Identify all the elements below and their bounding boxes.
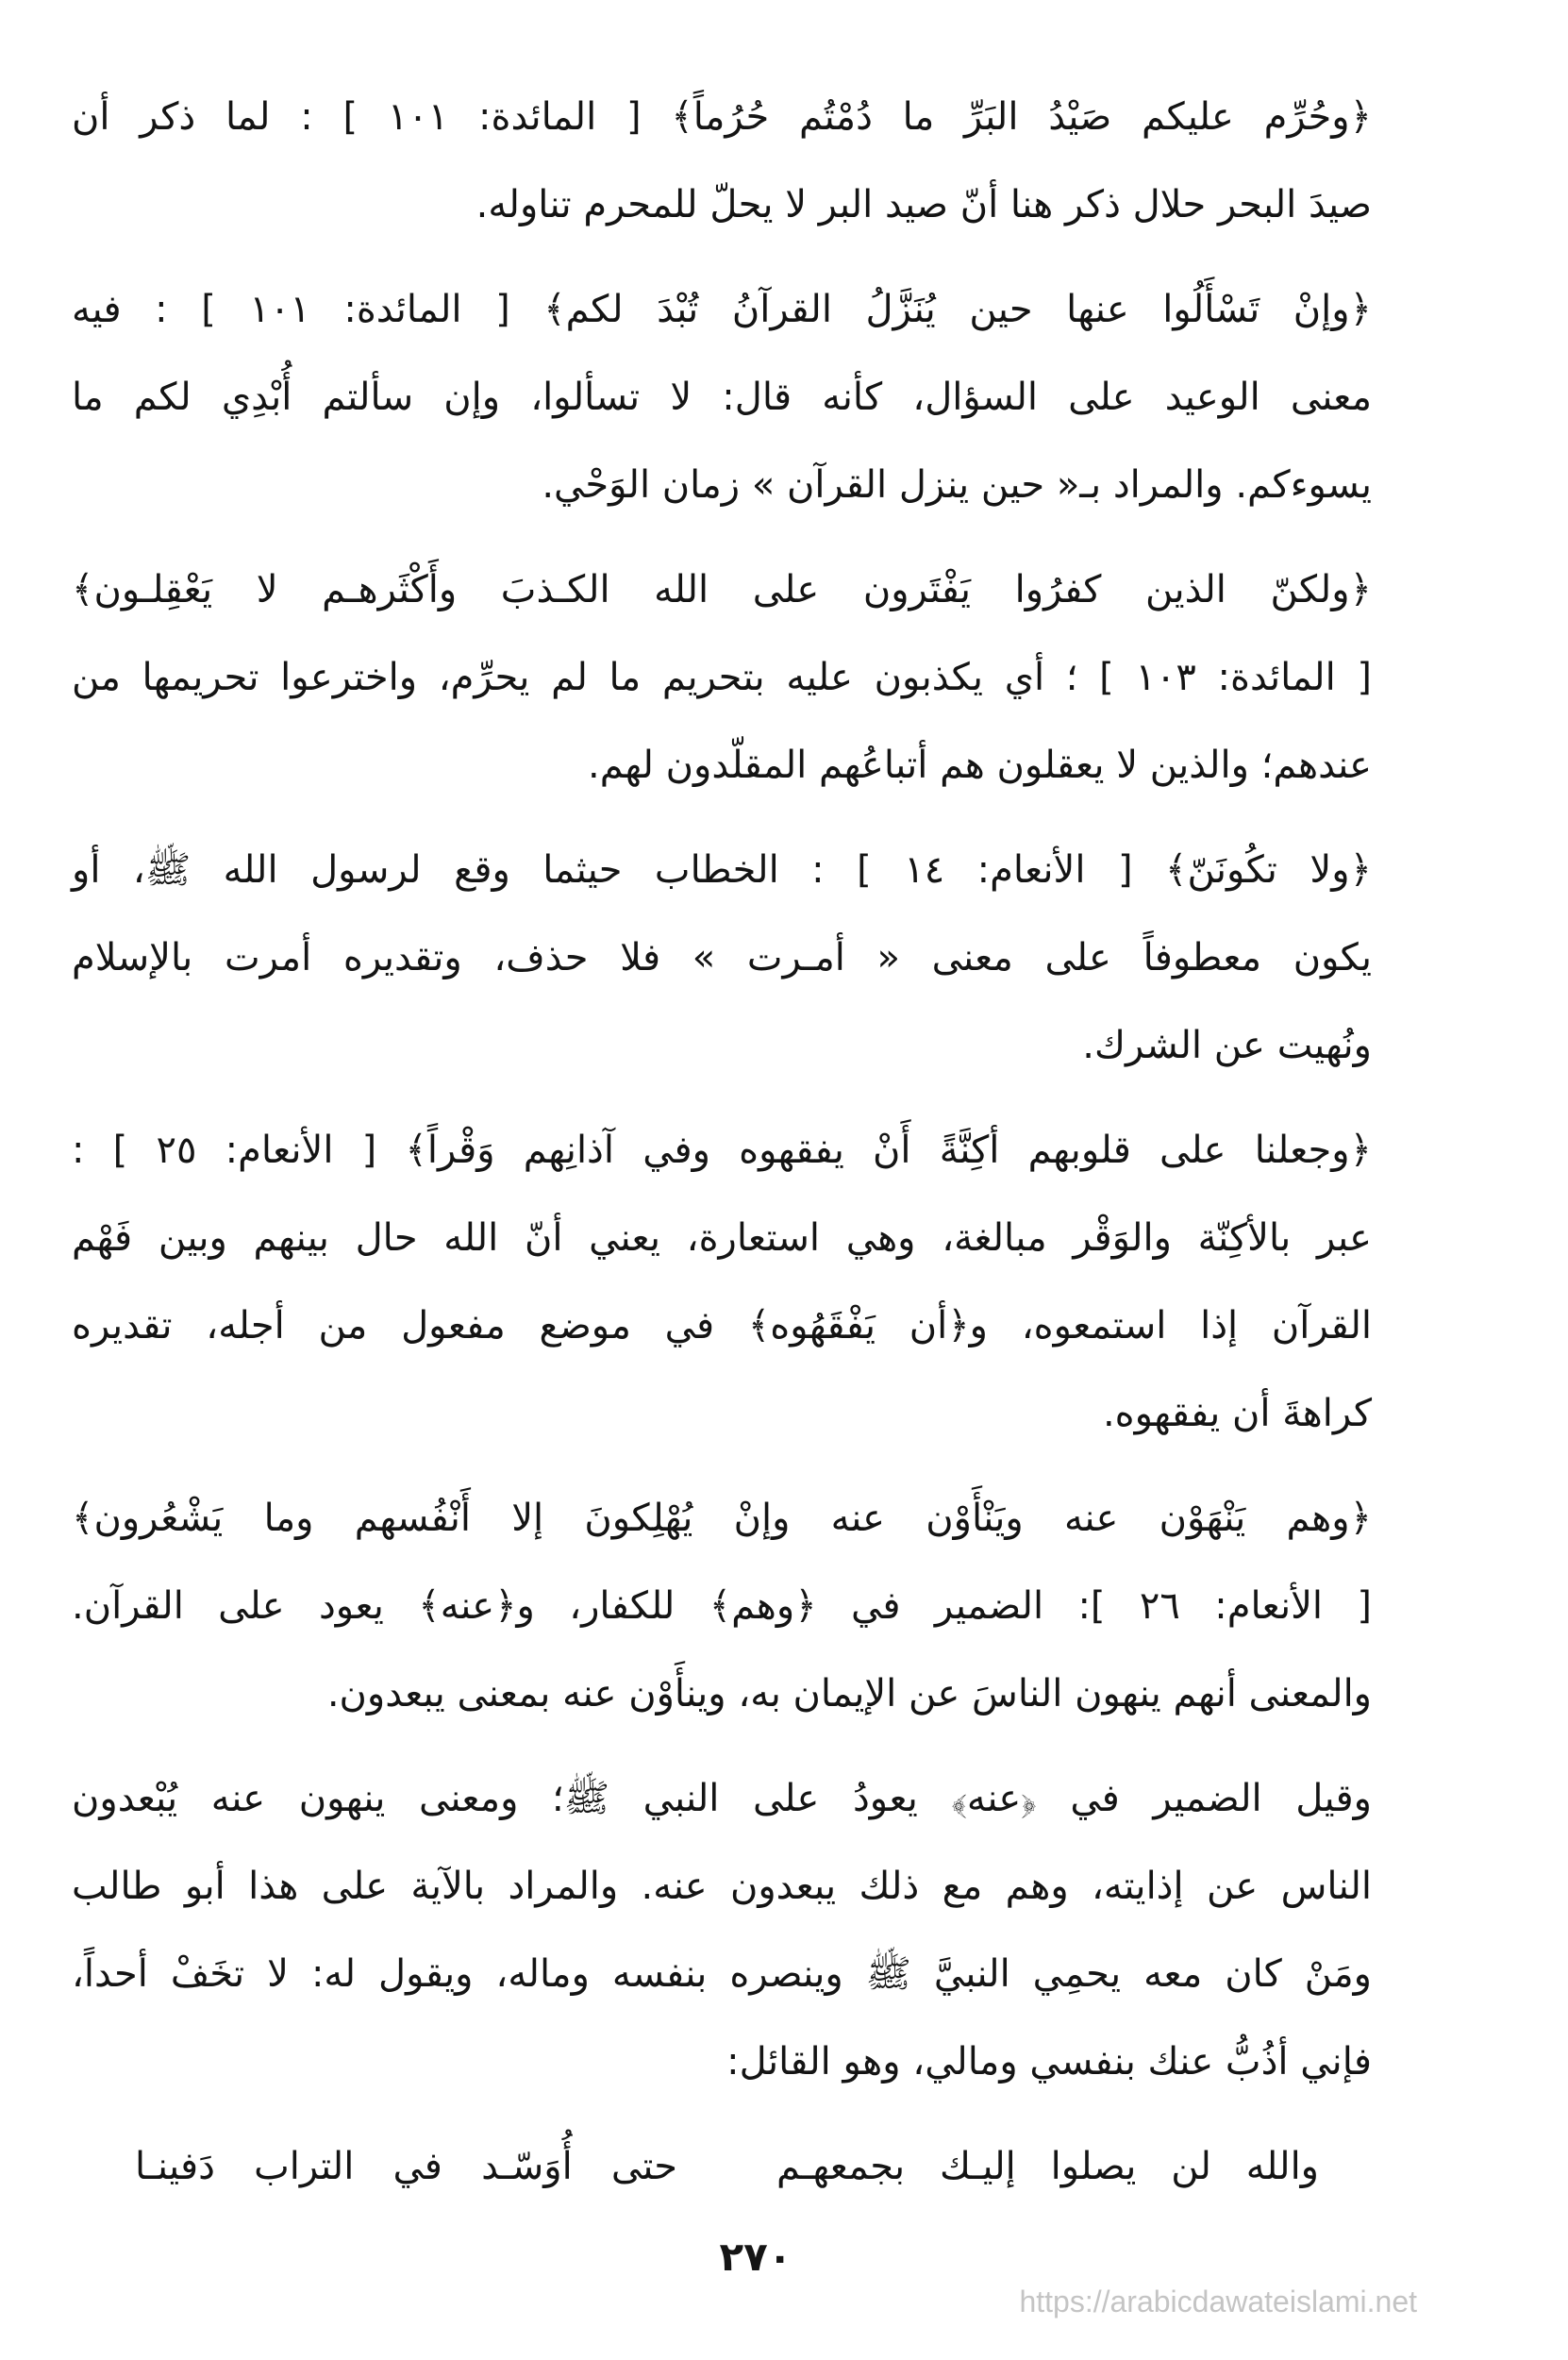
commentary-paragraph <box>72 827 1372 1090</box>
text-line: القرآن إذا استمعوه، و﴿أن يَفْقَهُوه﴾ في موضع مفعول من أجله، تقديره <box>72 1304 1372 1347</box>
text-line: كراهةَ أن يفقهوه. <box>1102 1392 1372 1435</box>
text-line: صيدَ البحر حلال ذكر هنا أنّ صيد البر لا يحلّ للمحرم تناوله. <box>475 183 1372 226</box>
text-line: والمعنى أنهم ينهون الناسَ عن الإيمان به، وينأَوْن عنه بمعنى يبعدون. <box>326 1672 1372 1716</box>
commentary-paragraph <box>72 1475 1372 1738</box>
text-line: ﴿وإنْ تَسْأَلُوا عنها حين يُنَزَّلُ القرآنُ تُبْدَ لكم﴾ [ المائدة: ١٠١ ] : فيه <box>72 288 1372 331</box>
text-line: ﴿ولكنّ الذين كفرُوا يَفْتَرون على الله الكـذبَ وأَكْثَرهـم لا يَعْقِلـون﴾ <box>72 568 1372 611</box>
commentary-paragraph <box>72 266 1372 529</box>
text-line: يكون معطوفاً على معنى « أمـرت » فلا حذف، وتقديره أمرت بالإسلام <box>72 936 1372 979</box>
text-line: ونُهيت عن الشرك. <box>1082 1024 1372 1067</box>
text-line: عبر بالأكِنّة والوَقْر مبالغة، وهي استعارة، يعني أنّ الله حال بينهم وبين فَهْم <box>72 1216 1372 1260</box>
text-line: [ المائدة: ١٠٣ ] ؛ أي يكذبون عليه بتحريم ما لم يحرِّم، واخترعوا تحريمها من <box>72 656 1373 699</box>
text-line: [ الأنعام: ٢٦ ]: الضمير في ﴿وهم﴾ للكفار، و﴿عنه﴾ يعود على القرآن. <box>72 1584 1372 1628</box>
text-line: ﴿وهم يَنْهَوْن عنه ويَنْأَوْن عنه وإنْ يُهْلِكونَ إلا أَنْفُسهم وما يَشْعُرون﴾ <box>72 1497 1372 1540</box>
poem-first-hemistich: والله لن يصلوا إليـك بجمعهـم <box>776 2145 1319 2188</box>
text-line: معنى الوعيد على السؤال، كأنه قال: لا تسألوا، وإن سألتم أُبْدِي لكم ما <box>72 376 1372 419</box>
text-line: ﴿ولا تكُونَنّ﴾ [ الأنعام: ١٤ ] : الخطاب حيثما وقع لرسول الله ﷺ، أو <box>72 848 1372 892</box>
page-body <box>72 74 1372 2211</box>
page-number: ٢٧٠ <box>719 2234 792 2280</box>
text-line: الناس عن إذايته، وهم مع ذلك يبعدون عنه. والمراد بالآية على هذا أبو طالب <box>72 1865 1372 1908</box>
poem-second-hemistich: حتى أُوَسّـد في التراب دَفينـا <box>135 2145 677 2188</box>
text-line: يسوءكم. والمراد بـ« حين ينزل القرآن » زمان الوَحْي. <box>542 463 1372 507</box>
commentary-paragraph <box>72 1755 1372 2106</box>
text-line: وقيل الضمير في ﴿عنه﴾ يعودُ على النبي ﷺ؛ ومعنى ينهون عنه يُبْعدون <box>72 1777 1372 1820</box>
text-line: فإني أذُبُّ عنك بنفسي ومالي، وهو القائل: <box>726 2040 1372 2084</box>
text-line: ومَنْ كان معه يحمِي النبيَّ ﷺ وينصره بنفسه وماله، ويقول له: لا تخَفْ أحداً، <box>72 1952 1372 1996</box>
commentary-paragraph <box>72 1107 1372 1458</box>
watermark-url: https://arabicdawateislami.net <box>1019 2285 1417 2318</box>
text-line: عندهم؛ والذين لا يعقلون هم أتباعُهم المقلّدون لهم. <box>587 744 1372 787</box>
commentary-paragraph <box>72 546 1372 810</box>
text-line: ﴿وحُرِّم عليكم صَيْدُ البَرِّ ما دُمْتُم حُرُماً﴾ [ المائدة: ١٠١ ] : لما ذكر أن <box>72 95 1372 139</box>
text-line: ﴿وجعلنا على قلوبهم أكِنَّةً أَنْ يفقهوه وفي آذانِهم وَقْراً﴾ [ الأنعام: ٢٥ ] : <box>72 1129 1372 1172</box>
poem-verse <box>72 2123 1372 2211</box>
commentary-paragraph <box>72 74 1372 249</box>
